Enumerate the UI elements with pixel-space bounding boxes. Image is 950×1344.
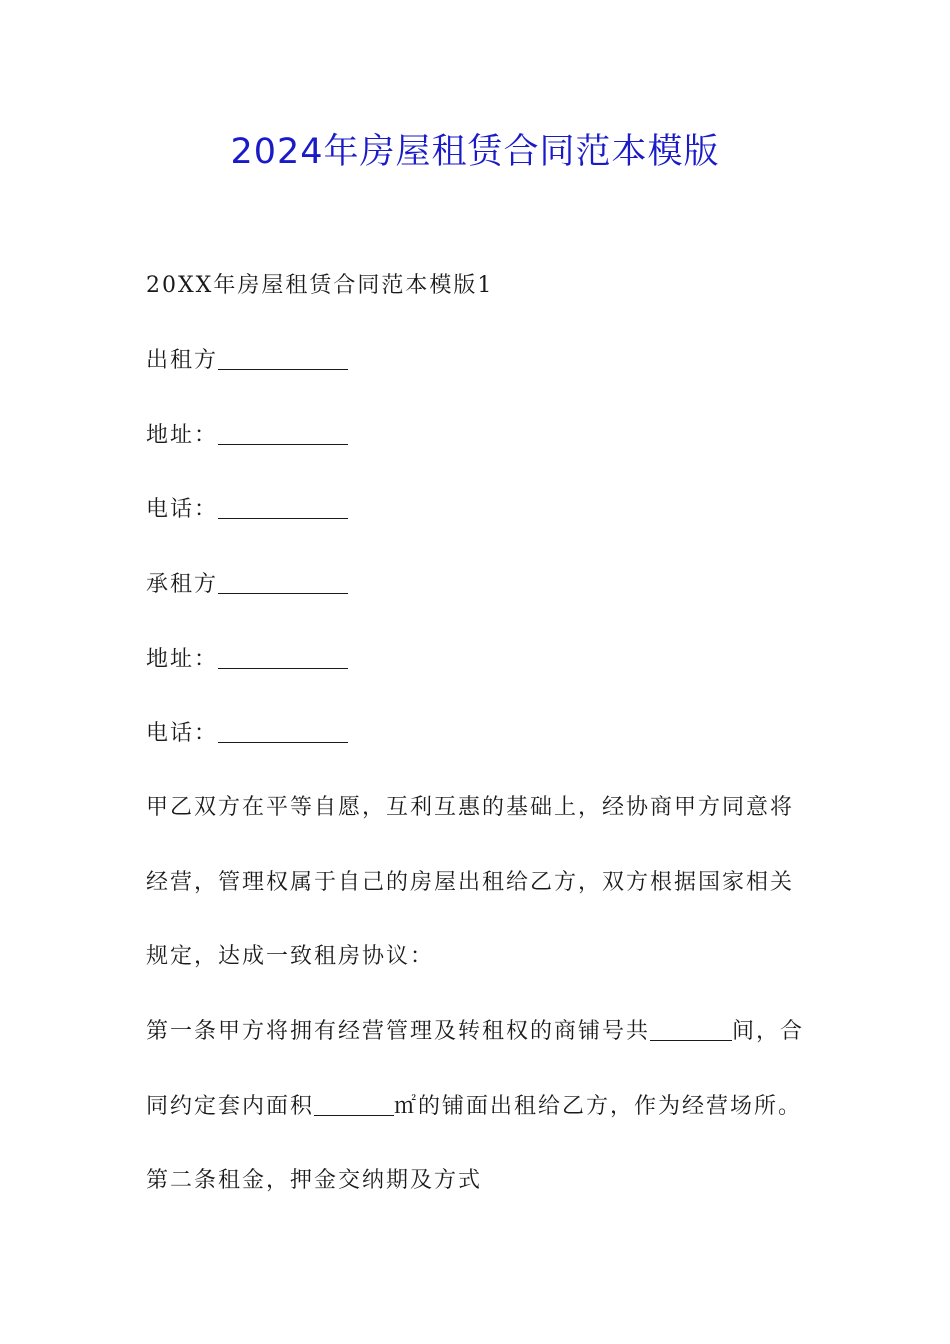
- field-lessee-address: [146, 644, 826, 676]
- article-1-line-1: [146, 1016, 826, 1048]
- article-text: 同约定套内面积: [146, 1094, 315, 1119]
- field-lessor: [146, 345, 826, 377]
- article-text: 间，合: [732, 1019, 805, 1044]
- field-label: 承租方: [146, 572, 219, 597]
- fill-blank: [218, 347, 348, 370]
- field-lessor-phone: [146, 494, 826, 526]
- document-title: 2024年房屋租赁合同范本模版: [230, 132, 720, 172]
- field-label: 出租方: [146, 348, 219, 373]
- fill-blank: [218, 646, 348, 669]
- article-text: 第一条甲方将拥有经营管理及转租权的商铺号共: [146, 1019, 651, 1044]
- field-label: 电话：: [146, 721, 219, 746]
- document-subtitle: 20XX年房屋租赁合同范本模版1: [146, 273, 494, 298]
- article-1-line-2: [146, 1091, 826, 1123]
- fill-blank: [218, 422, 348, 445]
- article-2-heading: 第二条租金，押金交纳期及方式: [146, 1168, 483, 1193]
- field-lessee: [146, 569, 826, 601]
- field-lessor-address: [146, 420, 826, 452]
- fill-blank: [218, 571, 348, 594]
- field-label: 电话：: [146, 497, 219, 522]
- field-label: 地址：: [146, 647, 219, 672]
- field-lessee-phone: [146, 718, 826, 750]
- paragraph-line: 经营，管理权属于自己的房屋出租给乙方，双方根据国家相关: [146, 870, 795, 895]
- fill-blank: [314, 1093, 394, 1116]
- fill-blank: [218, 720, 348, 743]
- paragraph-line: 甲乙双方在平等自愿，互利互惠的基础上，经协商甲方同意将: [146, 795, 795, 820]
- fill-blank: [218, 496, 348, 519]
- field-label: 地址：: [146, 423, 219, 448]
- fill-blank: [650, 1018, 732, 1041]
- article-text: ㎡的铺面出租给乙方，作为经营场所。: [394, 1094, 803, 1119]
- paragraph-line: 规定，达成一致租房协议：: [146, 944, 435, 969]
